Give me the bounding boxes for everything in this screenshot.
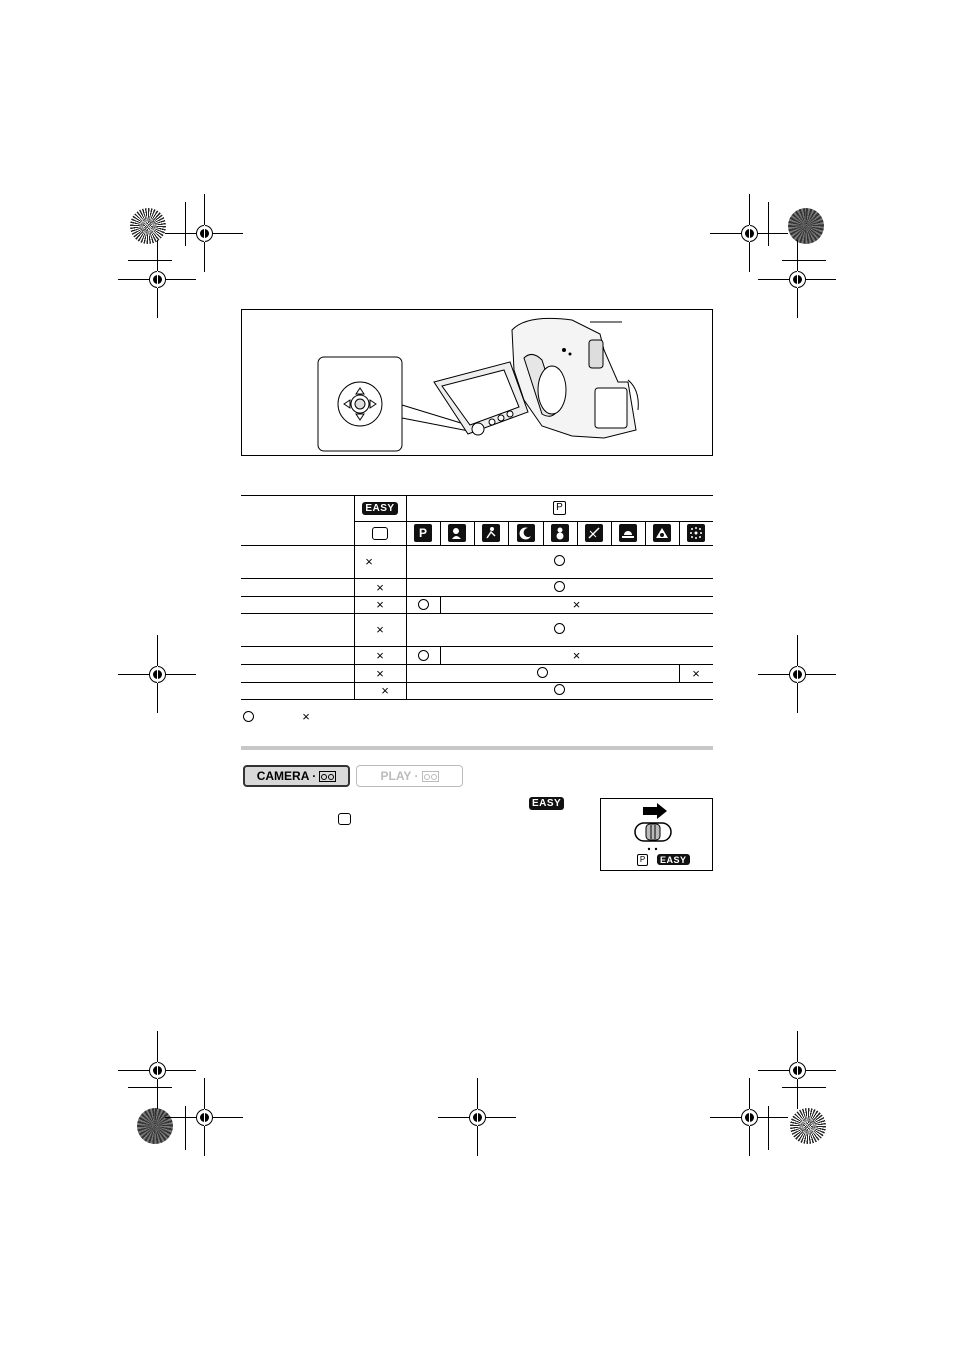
not-available-mark: × bbox=[381, 683, 389, 698]
program-mode-icon: P bbox=[637, 854, 648, 866]
portrait-icon bbox=[448, 524, 466, 542]
tape-icon bbox=[422, 771, 439, 782]
camera-tape-mode-badge bbox=[243, 765, 350, 787]
sunburst-icon bbox=[790, 1108, 826, 1144]
camcorder-joystick-illustration bbox=[242, 310, 712, 455]
not-available-mark: × bbox=[376, 665, 384, 681]
not-available-mark: × bbox=[376, 579, 384, 595]
sunburst-icon bbox=[130, 208, 166, 244]
not-available-mark: × bbox=[365, 554, 373, 569]
program-mode-icon: P bbox=[553, 501, 566, 515]
program-ae-icon: P bbox=[414, 524, 432, 542]
camera-mode-label: CAMERA · bbox=[256, 769, 317, 783]
not-available-mark: × bbox=[376, 622, 384, 637]
sports-icon bbox=[482, 524, 500, 542]
available-mark bbox=[537, 667, 548, 678]
snow-icon bbox=[551, 524, 569, 542]
easy-mode-icon: EASY bbox=[657, 854, 690, 865]
available-mark bbox=[418, 650, 429, 661]
legend-not-available-mark: × bbox=[302, 708, 310, 724]
sunburst-icon bbox=[137, 1108, 173, 1144]
auto-mode-inline-icon bbox=[338, 813, 351, 825]
sunburst-icon bbox=[788, 208, 824, 244]
section-divider bbox=[241, 746, 713, 750]
easy-mode-icon: EASY bbox=[362, 502, 397, 515]
available-mark bbox=[418, 599, 429, 610]
sunset-icon bbox=[619, 524, 637, 542]
tape-icon bbox=[319, 771, 336, 782]
legend-available-mark bbox=[243, 711, 254, 722]
play-mode-label: PLAY · bbox=[380, 769, 419, 783]
auto-mode-icon bbox=[372, 527, 388, 540]
available-mark bbox=[554, 581, 565, 592]
not-available-mark: × bbox=[376, 597, 384, 612]
night-scene-icon bbox=[517, 524, 535, 542]
program-selector-illustration bbox=[600, 798, 713, 871]
available-mark bbox=[554, 555, 565, 566]
not-available-mark: × bbox=[376, 647, 384, 663]
fireworks-icon bbox=[687, 524, 705, 542]
not-available-mark: × bbox=[572, 597, 581, 612]
available-mark bbox=[554, 623, 565, 634]
beach-icon bbox=[585, 524, 603, 542]
available-mark bbox=[554, 684, 565, 695]
not-available-mark: × bbox=[692, 665, 700, 681]
camcorder-illustration bbox=[241, 309, 713, 456]
play-tape-mode-badge bbox=[356, 765, 463, 787]
easy-inline-icon: EASY bbox=[529, 797, 564, 810]
not-available-mark: × bbox=[572, 647, 581, 663]
spotlight-icon bbox=[653, 524, 671, 542]
